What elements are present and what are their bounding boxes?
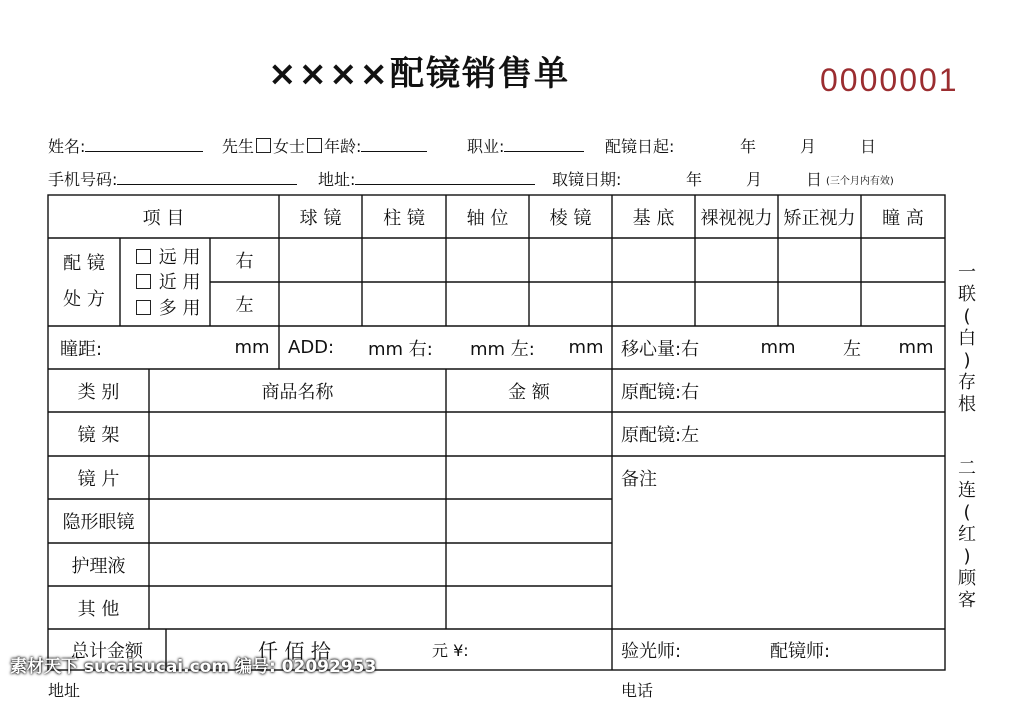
distance-checkbox[interactable] xyxy=(136,249,151,264)
bottom-phone-label: 电话 xyxy=(621,681,654,700)
row-care-solution: 护理液 xyxy=(71,555,126,577)
add-label: ADD: xyxy=(288,337,335,358)
decenter-right-mm: mm xyxy=(760,337,796,358)
total-label: 总计金额 xyxy=(71,640,143,662)
mr-label: 先生 xyxy=(222,137,255,156)
use-distance-label: 远 用 xyxy=(158,247,201,268)
row-other: 其 他 xyxy=(77,598,120,620)
row-frame: 镜 架 xyxy=(77,425,120,446)
header-item: 项 目 xyxy=(142,207,185,229)
old-rx-right: 原配镜:右 xyxy=(621,381,700,403)
use-near-label: 近 用 xyxy=(158,272,201,293)
add-right: mm 右: xyxy=(368,338,433,360)
use-near[interactable] xyxy=(134,269,210,293)
phone-label: 手机号码: xyxy=(48,170,118,189)
job-label: 职业: xyxy=(467,137,505,156)
optometrist-label: 验光师: xyxy=(621,640,682,662)
copy2-label: 二 连 ( 红 ) 顾 客 xyxy=(958,458,976,611)
start-month: 月 xyxy=(800,137,817,156)
pd-mm: mm xyxy=(234,337,270,358)
use-multi-label: 多 用 xyxy=(158,298,201,319)
pickup-year: 年 xyxy=(686,170,703,189)
header-sphere: 球 镜 xyxy=(299,207,342,229)
header-prism: 棱 镜 xyxy=(549,207,592,229)
add-left: mm 左: xyxy=(470,338,535,360)
copy1-label: 一 联 ( 白 ) 存 根 xyxy=(958,262,976,415)
watermark: 素材天下 sucaisucai.com 编号: 02092953 xyxy=(10,657,377,677)
col-product-name: 商品名称 xyxy=(261,381,334,403)
pickup-day: 日 xyxy=(806,170,823,189)
row-lens: 镜 片 xyxy=(77,468,120,490)
row-contact-lens: 隐形眼镜 xyxy=(62,512,135,533)
eye-left: 左 xyxy=(235,295,254,316)
decenter-left-label: 左 xyxy=(843,338,861,360)
eye-right: 右 xyxy=(235,251,254,272)
multi-checkbox[interactable] xyxy=(136,300,151,315)
old-rx-left: 原配镜:左 xyxy=(621,425,700,446)
bottom-address-label: 地址 xyxy=(48,681,81,700)
address-label: 地址: xyxy=(318,170,356,189)
start-day: 日 xyxy=(860,137,877,156)
use-distance[interactable] xyxy=(134,244,210,268)
rx-label-2: 处 方 xyxy=(63,289,105,310)
start-year: 年 xyxy=(740,137,757,156)
header-corrected-va: 矫正视力 xyxy=(783,207,856,229)
header-base: 基 底 xyxy=(632,207,675,229)
valid-note: (三个月内有效) xyxy=(826,176,894,187)
col-category: 类 别 xyxy=(77,381,120,403)
near-checkbox[interactable] xyxy=(136,274,151,289)
header-axis: 轴 位 xyxy=(466,207,509,229)
header-pupil-height: 瞳 高 xyxy=(882,207,924,229)
col-amount: 金 额 xyxy=(508,381,550,403)
ms-label: 女士 xyxy=(273,137,306,156)
pickup-date-label: 取镜日期: xyxy=(552,170,622,189)
yuan-label: 元 ¥: xyxy=(432,641,469,660)
fitter-label: 配镜师: xyxy=(770,640,831,662)
use-multi[interactable] xyxy=(134,295,210,319)
decenter-left-mm: mm xyxy=(898,337,934,358)
decenter-label: 移心量:右 xyxy=(621,338,700,360)
add-mm: mm xyxy=(568,337,604,358)
start-date-label: 配镜日起: xyxy=(605,137,675,156)
rx-label-1: 配 镜 xyxy=(63,253,105,274)
header-uncorrected-va: 裸视视力 xyxy=(700,207,773,229)
name-label: 姓名: xyxy=(48,137,86,156)
age-label: 年龄: xyxy=(324,137,362,156)
total-units: 仟 佰 拾 xyxy=(258,639,331,663)
header-cylinder: 柱 镜 xyxy=(383,207,425,229)
serial-number: 0000001 xyxy=(820,62,959,98)
remarks-label: 备注 xyxy=(621,468,657,490)
form-title: ××××配镜销售单 xyxy=(268,54,570,94)
pickup-month: 月 xyxy=(746,170,763,189)
pd-label: 瞳距: xyxy=(60,338,103,360)
